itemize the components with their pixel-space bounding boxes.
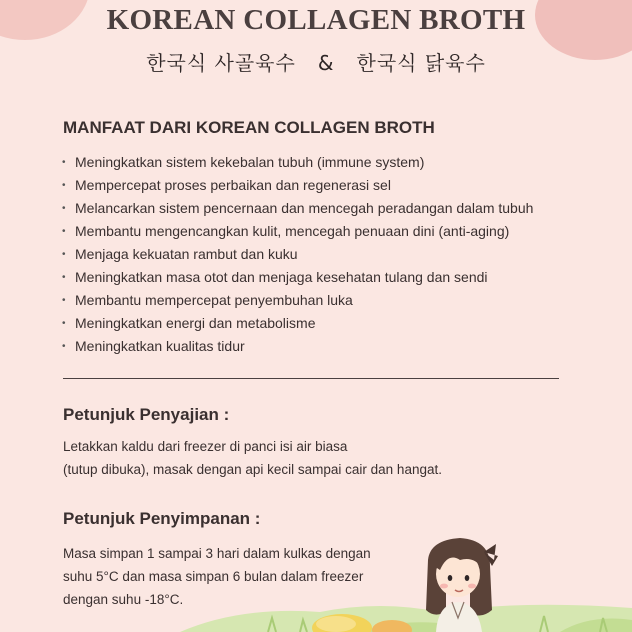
benefit-text: Meningkatkan energi dan metabolisme [75, 315, 316, 331]
benefit-text: Meningkatkan sistem kekebalan tubuh (immune system) [75, 154, 425, 170]
page-title: KOREAN COLLAGEN BROTH [106, 4, 526, 36]
bullet-icon: • [62, 180, 66, 191]
bullet-icon: • [62, 272, 66, 283]
korean-subtitle: 한국식 사골육수 & 한국식 닭육수 [146, 51, 486, 75]
benefit-text: Membantu mengencangkan kulit, mencegah penuaan dini (anti-aging) [75, 223, 510, 239]
serving-heading: Petunjuk Penyajian : [63, 405, 230, 424]
bullet-icon: • [62, 203, 66, 214]
storage-instructions: Masa simpan 1 sampai 3 hari dalam kulkas dengan suhu 5°C dan masa simpan 6 bulan dalam freezer dengan suhu -18°C. [63, 546, 371, 607]
bullet-icon: • [62, 157, 66, 168]
bullet-icon: • [62, 226, 66, 237]
bullet-icon: • [62, 318, 66, 329]
bullet-icon: • [62, 249, 66, 260]
benefit-text: Meningkatkan masa otot dan menjaga kesehatan tulang dan sendi [75, 269, 488, 285]
benefits-heading: MANFAAT DARI KOREAN COLLAGEN BROTH [63, 118, 435, 137]
benefit-text: Melancarkan sistem pencernaan dan mencegah peradangan dalam tubuh [75, 200, 534, 216]
benefit-text: Membantu mempercepat penyembuhan luka [75, 292, 353, 308]
bullet-icon: • [62, 295, 66, 306]
serving-instructions: Letakkan kaldu dari freezer di panci isi air biasa (tutup dibuka), masak dengan api kecil sampai cair dan hangat. [63, 439, 442, 477]
bullet-icon: • [62, 341, 66, 352]
benefit-text: Menjaga kekuatan rambut dan kuku [75, 246, 298, 262]
benefit-text: Meningkatkan kualitas tidur [75, 338, 245, 354]
benefit-text: Mempercepat proses perbaikan dan regenerasi sel [75, 177, 391, 193]
storage-heading: Petunjuk Penyimpanan : [63, 509, 261, 528]
